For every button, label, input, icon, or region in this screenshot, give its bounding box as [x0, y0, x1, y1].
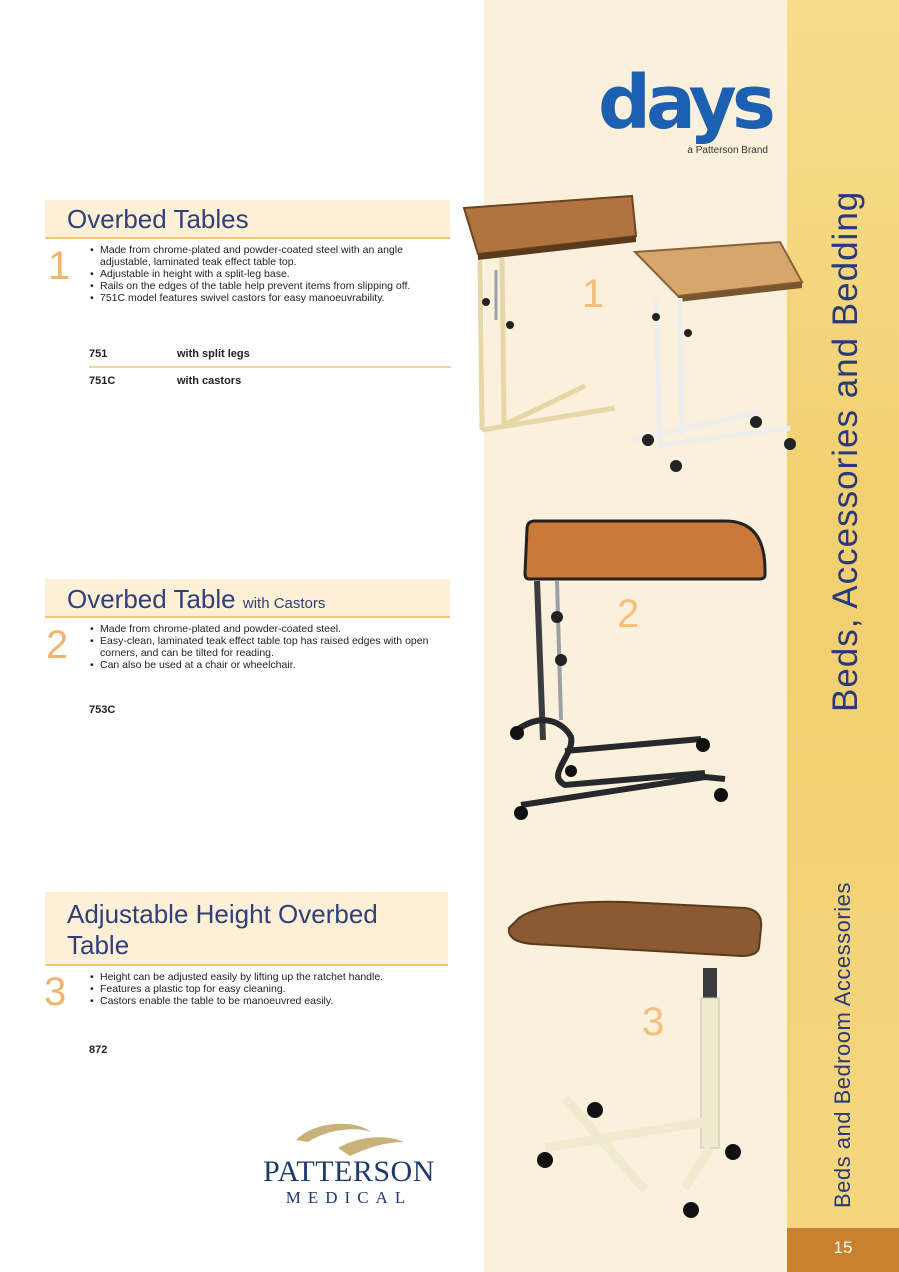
section-3-header: [45, 892, 448, 966]
section-2-bullets: [88, 623, 448, 671]
section-2-title: Overbed Table: [67, 584, 236, 614]
section-1-bullets: [88, 244, 448, 304]
bullet: • Rails on the edges of the table help prevent items from slipping off.: [88, 280, 448, 292]
product-code: 751: [89, 348, 108, 360]
days-logo: [598, 60, 773, 155]
bullet: • Made from chrome-plated and powder-coated steel.: [88, 623, 448, 635]
page-number: 15: [833, 1238, 853, 1257]
section-3-number: 3: [44, 970, 67, 1014]
brand-tagline: a Patterson Brand: [687, 145, 768, 155]
bullet: • Can also be used at a chair or wheelchair.: [88, 659, 448, 671]
product-photo-751: [460, 190, 805, 480]
product-code: 872: [89, 1044, 108, 1056]
product-desc: with split legs: [177, 348, 250, 360]
medical-name: MEDICAL: [285, 1188, 413, 1207]
bullet: • Made from chrome-plated and powder-coated steel with an angle adjustable, laminated teak effect table top.: [88, 244, 448, 268]
bullet: • Features a plastic top for easy cleaning.: [88, 983, 448, 995]
days-logo-wordmark: days: [598, 60, 771, 146]
photo-label-3: 3: [642, 1000, 665, 1044]
photo-label-1: 1: [582, 272, 605, 316]
divider: [89, 366, 451, 368]
photo-label-2: 2: [617, 592, 640, 636]
bullet: • Easy-clean, laminated teak effect table top has raised edges with open corners, and can be tilted for reading.: [88, 635, 448, 659]
section-1-title: Overbed Tables: [67, 204, 249, 234]
bullet: • Castors enable the table to be manoeuvred easily.: [88, 995, 448, 1007]
section-2-number: 2: [46, 623, 69, 667]
chapter-subtitle: Beds and Bedroom Accessories: [830, 882, 855, 1208]
section-1-number: 1: [48, 244, 71, 288]
product-code: 753C: [89, 704, 116, 716]
chapter-title: Beds, Accessories and Bedding: [826, 190, 865, 712]
bullet: • Height can be adjusted easily by lifting up the ratchet handle.: [88, 971, 448, 983]
section-2-header: [45, 579, 450, 618]
bullet: • Adjustable in height with a split-leg base.: [88, 268, 448, 280]
product-photo-872: [505, 898, 767, 1228]
product-code: 751C: [89, 375, 116, 387]
product-photo-753c: [505, 515, 770, 825]
patterson-name: PATTERSON: [263, 1155, 435, 1188]
product-desc: with castors: [177, 375, 242, 387]
section-3-title-line2: Table: [67, 930, 130, 960]
section-3-title-line1: Adjustable Height Overbed: [67, 899, 378, 929]
section-3-bullets: [88, 971, 448, 1007]
section-1-header: [45, 200, 450, 239]
section-2-subtitle: with Castors: [242, 595, 326, 612]
bullet: • 751C model features swivel castors for easy manoeuvrability.: [88, 292, 448, 304]
